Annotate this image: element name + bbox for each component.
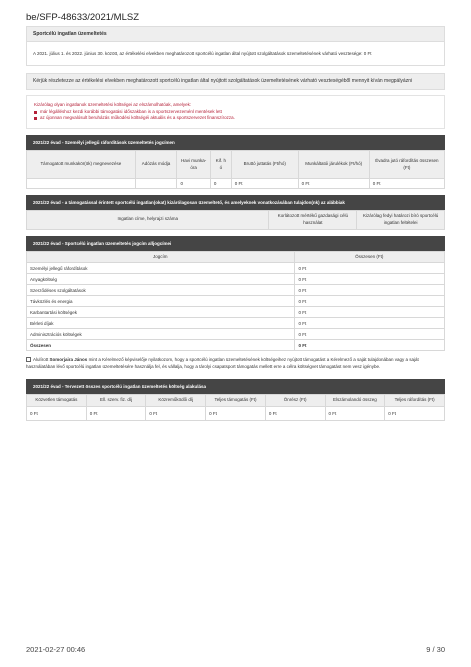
row-label: Karbantartási költségek (27, 307, 295, 318)
footer-timestamp: 2021-02-27 00:46 (26, 645, 86, 654)
signatory-name: Somorjaira János (49, 357, 88, 363)
table-header-row (27, 251, 445, 263)
column-header: Összesen (Ft) (294, 251, 444, 263)
column-header: Támogatott munkakör(ök) megnevezése (27, 151, 136, 179)
period-summary: A 2021. július 1. és 2022. június 30. között, az értékelési elvekben meghatározott sportcélú ingatlan által nyújtott szolgáltatások üzemeltetésének várható vesztesége: 0 Ft (26, 42, 445, 66)
column-header: Kizárólag fedyi határozi bíró sportcélú ingatlan feltételei (357, 211, 445, 230)
table-cell: 0 Ft (325, 406, 385, 420)
table-cell (135, 179, 177, 189)
total-label: Összesen (27, 340, 295, 351)
criteria-intro: Kizárólag olyan ingatlanok üzemeltetési költségei az elszámolhatóak, amelyek: (34, 101, 192, 107)
row-amount: 0 Ft (294, 307, 444, 318)
column-header: Munkáltatói járulékok (Ft/hó) (298, 151, 369, 179)
table-cell: 0 Ft (86, 406, 146, 420)
table-title: 2021/22 évad - Személyi jellegű ráfordítások üzemeltetés jogcímen (26, 135, 445, 150)
consent-statement (26, 357, 445, 371)
column-header: Teljes ráfordítás (Ft) (385, 394, 445, 406)
table-row (27, 406, 445, 420)
column-header: Ell. szerv. fiz. díj (86, 394, 146, 406)
column-header: Elszámolandó összeg (325, 394, 385, 406)
column-header: Havi munka-óra (177, 151, 210, 179)
table-row (27, 307, 445, 318)
row-amount: 0 Ft (294, 263, 444, 274)
row-label: Anyagköltség (27, 274, 295, 285)
row-amount: 0 Ft (294, 285, 444, 296)
table-row (27, 274, 445, 285)
table-row (27, 263, 445, 274)
row-label: Bérleti díjak (27, 318, 295, 329)
table-cell: 0 (210, 179, 231, 189)
table-cell (27, 179, 136, 189)
section-title: Sportcélú ingatlan üzemeltetés (26, 26, 445, 42)
total-row (27, 340, 445, 351)
row-amount: 0 Ft (294, 318, 444, 329)
table-row (27, 318, 445, 329)
cost-summary-table (26, 379, 445, 421)
table-cell: 0 Ft (385, 406, 445, 420)
document-id: be/SFP-48633/2021/MLSZ (26, 12, 140, 23)
consent-checkbox[interactable] (26, 357, 31, 362)
column-header: Jogcím (27, 251, 295, 263)
table-title: 2021/22 évad - a támogatással érintett sportcélú ingatlan(okat) kizárólagosan üzemeltető, és amelyeknek vonatkozásában tulajdon(nk) az alábbiak (26, 195, 445, 210)
table-header-row (27, 394, 445, 406)
row-amount: 0 Ft (294, 296, 444, 307)
table-row (27, 329, 445, 340)
row-label: Személyi jellegű ráfordítások (27, 263, 295, 274)
consent-prefix: Alulírott (33, 357, 49, 363)
row-amount: 0 Ft (294, 274, 444, 285)
column-header: Adózás módja (135, 151, 177, 179)
column-header: Teljes támogatás (Ft) (206, 394, 266, 406)
page-number: 9 / 30 (426, 645, 445, 654)
page-content (26, 26, 445, 427)
total-amount: 0 Ft (294, 340, 444, 351)
table-title: 2021/22 évad - Tervezett összes sportcélú ingatlan üzemeltetés költség alakulása (26, 379, 445, 394)
column-header: Kif. h ó (210, 151, 231, 179)
column-header: Korlátozott mértékű gazdasági célú használat (269, 211, 357, 230)
table-row (27, 179, 445, 189)
table-row (27, 285, 445, 296)
table-cell: 0 Ft (265, 406, 325, 420)
table-row (27, 296, 445, 307)
eligibility-criteria (26, 95, 445, 129)
row-label: Távközlés és energia (27, 296, 295, 307)
property-table (26, 195, 445, 230)
table-cell: 0 (177, 179, 210, 189)
row-label: Szerződéses szolgáltatások (27, 285, 295, 296)
table-title: 2021/22 évad - Sportcélú ingatlan üzemeltetés jogcím alljogcímei (26, 236, 445, 251)
column-header: Bruttó juttatás (Ft/hó) (231, 151, 298, 179)
column-header: Ingatlan címe, helyrajzi száma (27, 211, 269, 230)
row-label: Adminisztrációs költségek (27, 329, 295, 340)
column-header: Közvetlen támogatás (27, 394, 87, 406)
column-header: Önrész (Ft) (265, 394, 325, 406)
row-amount: 0 Ft (294, 329, 444, 340)
table-cell: 0 Ft (369, 179, 444, 189)
criteria-item: már légálléshoz kezdi korábbi támogatási időszakban is a sportszervezeménl mentések lett (34, 109, 437, 116)
consent-text: mint a Kérelmező képviselője nyilatkozom, hogy a sportcélú ingatlan üzemeltetésének költségeihez nyújtott támogatást a Kérelmező a saját tulajdonában vagy a saját használatában lévő sportcélú ingatlan üzemeltetésére használja fel, és vállalja, hogy a tárolyi csapatsport támogatás mellett erre a célra költségvet támogatást nem vesz igénybe. (26, 357, 419, 369)
table-cell: 0 Ft (298, 179, 369, 189)
table-cell: 0 Ft (27, 406, 87, 420)
column-header: Közreműködői díj (146, 394, 206, 406)
table-header-row (27, 211, 445, 230)
table-cell: 0 Ft (146, 406, 206, 420)
instruction-note: Kérjük részletezze az értékelési elvekben meghatározott sportcélú ingatlan által nyújtott szolgáltatások üzemeltetésének várható veszteségéből mennyit kíván megpályázni (26, 73, 445, 90)
table-header-row (27, 151, 445, 179)
page-footer (26, 645, 445, 654)
table-cell: 0 Ft (231, 179, 298, 189)
table-cell: 0 Ft (206, 406, 266, 420)
sub-titles-table (26, 236, 445, 352)
personnel-costs-table (26, 135, 445, 189)
column-header: Évadra jutó ráfordítás összesen (Ft) (369, 151, 444, 179)
criteria-item: az újonnan megvalósult beruházás működési költségéi aktuális és a sportszervezet finanszírozza. (34, 115, 437, 122)
